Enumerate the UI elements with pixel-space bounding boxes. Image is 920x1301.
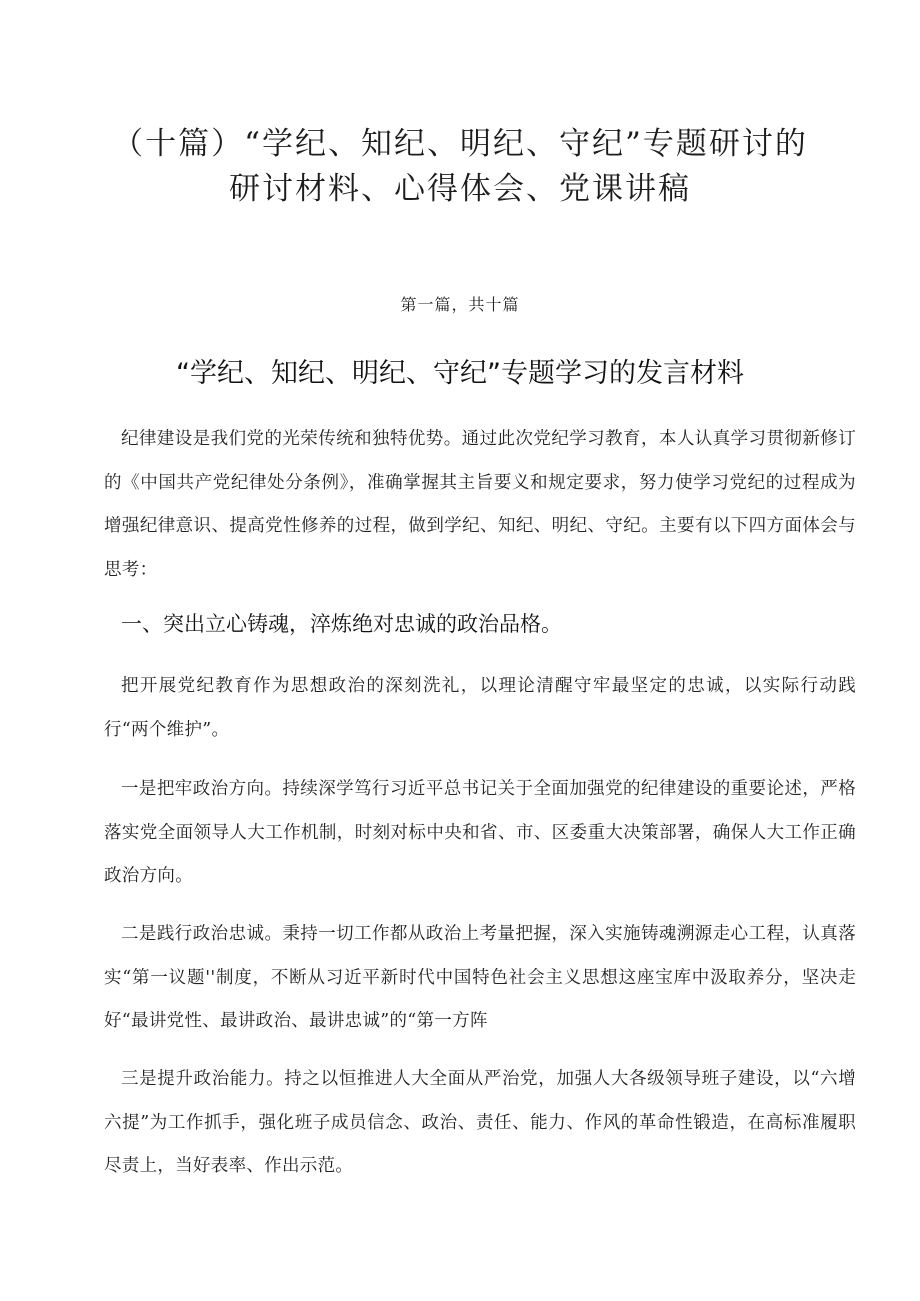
point-one-paragraph: 一是把牢政治方向。持续深学笃行习近平总书记关于全面加强党的纪律建设的重要论述，严格落实党全面领导人大工作机制，时刻对标中央和省、市、区委重大决策部署，确保人大工作正确政治方向。 [104,779,856,886]
intro-paragraph: 纪律建设是我们党的光荣传统和独特优势。通过此次党纪学习教育，本人认真学习贯彻新修订的《中国共产党纪律处分条例》，准确掌握其主旨要义和规定要求，努力使学习党纪的过程成为增强纪律意识、提高党性修养的过程，做到学纪、知纪、明纪、守纪。主要有以下四方面体会与思考： [104,429,856,580]
document-title-line-1: （十篇）“学纪、知纪、明纪、守纪”专题研讨的 [112,126,808,162]
document-title-line-2: 研讨材料、心得体会、党课讲稿 [229,171,691,207]
section-title: “学纪、知纪、明纪、守纪”专题学习的发言材料 [176,358,744,389]
heading-one-summary-paragraph: 把开展党纪教育作为思想政治的深刻洗礼，以理论清醒守牢最坚定的忠诚，以实际行动践行“两个维护”。 [104,676,856,740]
point-three-paragraph: 三是提升政治能力。持之以恒推进人大全面从严治党，加强人大各级领导班子建设，以“六增六提”为工作抓手，强化班子成员信念、政治、责任、能力、作风的革命性锻造，在高标准履职尽责上，当好表率、作出示范。 [104,1069,856,1176]
heading-one: 一、突出立心铸魂，淬炼绝对忠诚的政治品格。 [121,612,562,636]
point-two-paragraph: 二是践行政治忠诚。秉持一切工作都从政治上考量把握，深入实施铸魂溯源走心工程，认真落实“第一议题''制度，不断从习近平新时代中国特色社会主义思想这座宝库中汲取养分，坚决走好“最讲党性、最讲政治、最讲忠诚”的“第一方阵 [104,924,856,1031]
part-label: 第一篇，共十篇 [400,295,520,314]
